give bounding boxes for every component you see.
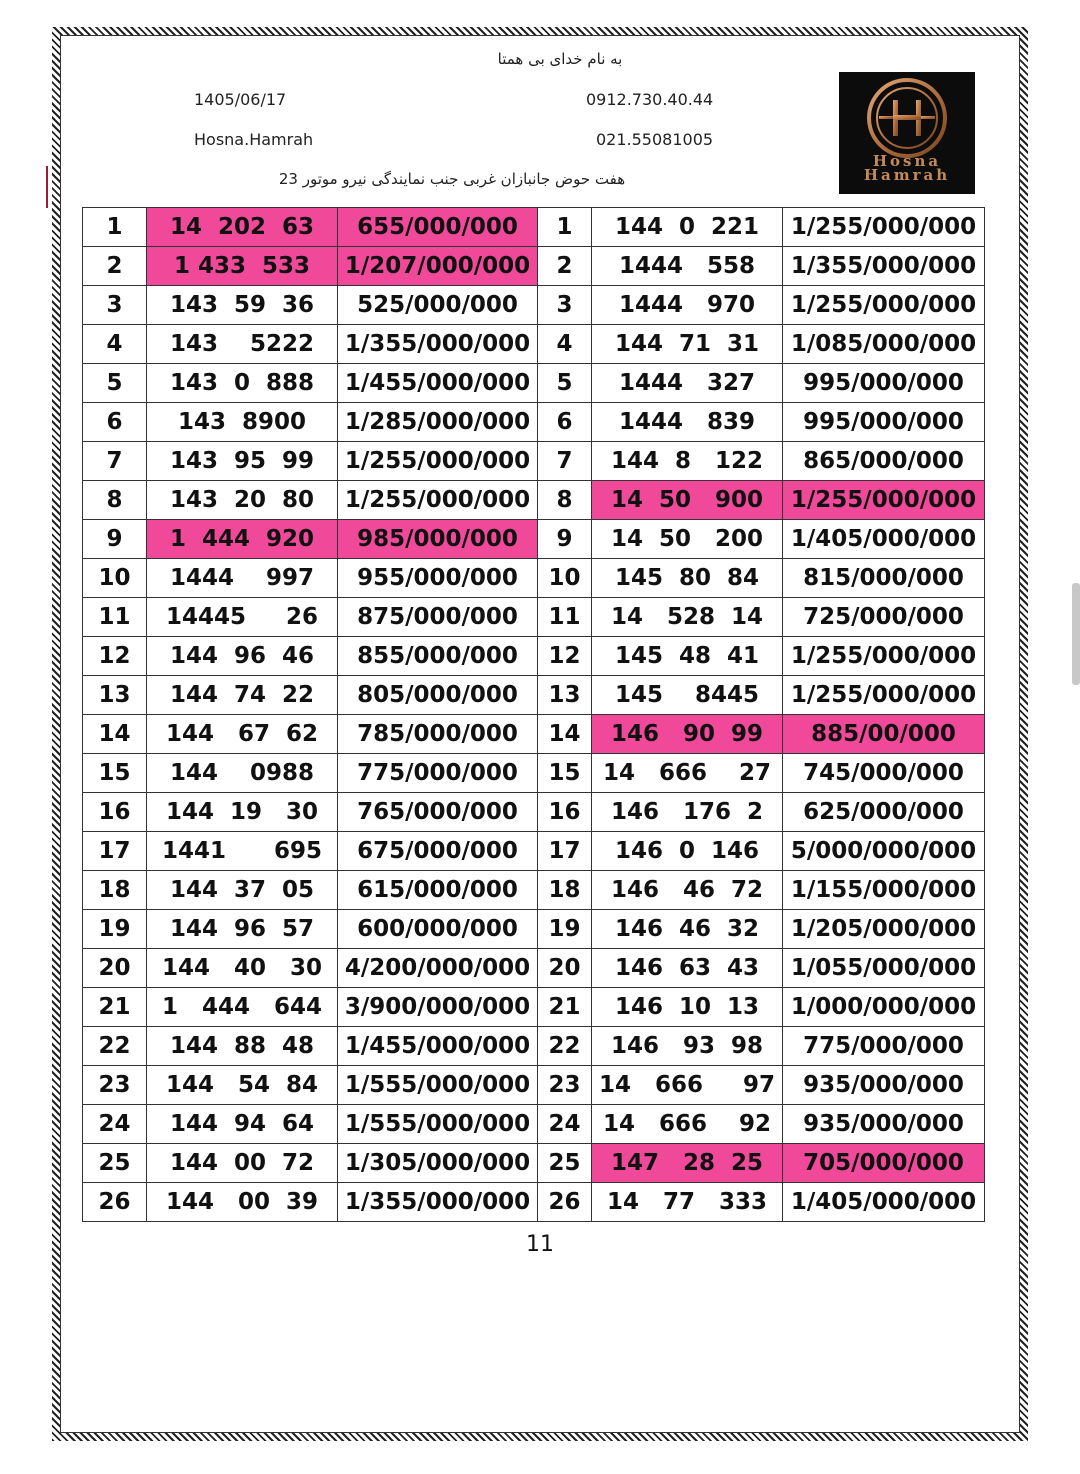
plate-number-right: 1444 558	[592, 247, 783, 286]
price-right: 995/000/000	[783, 364, 985, 403]
plate-number-left: 144 40 30	[147, 949, 338, 988]
plate-number-left: 144 54 84	[147, 1066, 338, 1105]
price-right: 935/000/000	[783, 1066, 985, 1105]
row-index-right: 9	[538, 520, 592, 559]
row-index-left: 21	[83, 988, 147, 1027]
plate-number-right: 146 63 43	[592, 949, 783, 988]
price-right: 1/255/000/000	[783, 286, 985, 325]
row-index-left: 26	[83, 1183, 147, 1222]
price-left: 3/900/000/000	[338, 988, 538, 1027]
table-row	[83, 793, 985, 832]
table-row	[83, 1027, 985, 1066]
table-row	[83, 1144, 985, 1183]
table-row	[83, 247, 985, 286]
row-index-left: 5	[83, 364, 147, 403]
plate-number-left: 144 94 64	[147, 1105, 338, 1144]
row-index-left: 25	[83, 1144, 147, 1183]
plate-number-left: 144 67 62	[147, 715, 338, 754]
row-index-left: 11	[83, 598, 147, 637]
row-index-right: 21	[538, 988, 592, 1027]
price-left: 1/455/000/000	[338, 364, 538, 403]
price-right: 815/000/000	[783, 559, 985, 598]
price-right: 1/085/000/000	[783, 325, 985, 364]
price-left: 875/000/000	[338, 598, 538, 637]
row-index-left: 2	[83, 247, 147, 286]
row-index-left: 16	[83, 793, 147, 832]
table-row	[83, 559, 985, 598]
price-left: 1/255/000/000	[338, 481, 538, 520]
plate-number-right: 146 176 2	[592, 793, 783, 832]
plate-number-right: 14 528 14	[592, 598, 783, 637]
table-row	[83, 325, 985, 364]
plate-number-right: 147 28 25	[592, 1144, 783, 1183]
row-index-left: 19	[83, 910, 147, 949]
table-row	[83, 208, 985, 247]
price-left: 855/000/000	[338, 637, 538, 676]
row-index-right: 11	[538, 598, 592, 637]
row-index-left: 3	[83, 286, 147, 325]
price-right: 625/000/000	[783, 793, 985, 832]
price-left: 765/000/000	[338, 793, 538, 832]
price-right: 1/000/000/000	[783, 988, 985, 1027]
row-index-left: 13	[83, 676, 147, 715]
landline-phone-number: 021.55081005	[596, 130, 714, 149]
row-index-right: 6	[538, 403, 592, 442]
price-right: 5/000/000/000	[783, 832, 985, 871]
price-left: 675/000/000	[338, 832, 538, 871]
price-left: 1/555/000/000	[338, 1105, 538, 1144]
plate-number-left: 1444 997	[147, 559, 338, 598]
plate-number-left: 144 74 22	[147, 676, 338, 715]
plate-number-left: 144 37 05	[147, 871, 338, 910]
row-index-left: 14	[83, 715, 147, 754]
row-index-left: 8	[83, 481, 147, 520]
table-row	[83, 754, 985, 793]
price-left: 1/355/000/000	[338, 325, 538, 364]
price-left: 985/000/000	[338, 520, 538, 559]
row-index-right: 18	[538, 871, 592, 910]
row-index-right: 22	[538, 1027, 592, 1066]
price-right: 705/000/000	[783, 1144, 985, 1183]
address-subtitle: هفت حوض جانبازان غربی جنب نمایندگی نیرو موتور 23	[278, 170, 626, 188]
scrollbar-thumb[interactable]	[1072, 583, 1080, 685]
plate-number-left: 143 59 36	[147, 286, 338, 325]
row-index-left: 10	[83, 559, 147, 598]
table-row	[83, 715, 985, 754]
row-index-right: 10	[538, 559, 592, 598]
price-left: 805/000/000	[338, 676, 538, 715]
price-right: 1/355/000/000	[783, 247, 985, 286]
price-left: 600/000/000	[338, 910, 538, 949]
price-right: 1/255/000/000	[783, 481, 985, 520]
row-index-left: 23	[83, 1066, 147, 1105]
plate-number-right: 144 71 31	[592, 325, 783, 364]
table-row	[83, 949, 985, 988]
plate-number-right: 146 90 99	[592, 715, 783, 754]
plate-number-right: 14 50 200	[592, 520, 783, 559]
mobile-phone-number: 0912.730.40.44	[586, 90, 714, 109]
row-index-left: 9	[83, 520, 147, 559]
price-left: 1/455/000/000	[338, 1027, 538, 1066]
price-right: 1/405/000/000	[783, 520, 985, 559]
plate-number-right: 1444 970	[592, 286, 783, 325]
plate-number-right: 14 666 27	[592, 754, 783, 793]
row-index-left: 17	[83, 832, 147, 871]
row-index-right: 4	[538, 325, 592, 364]
row-index-right: 1	[538, 208, 592, 247]
row-index-left: 12	[83, 637, 147, 676]
table-row	[83, 910, 985, 949]
plate-number-left: 143 20 80	[147, 481, 338, 520]
plate-number-right: 146 93 98	[592, 1027, 783, 1066]
plate-number-left: 14 202 63	[147, 208, 338, 247]
margin-mark	[46, 166, 48, 208]
plate-number-right: 1444 839	[592, 403, 783, 442]
price-right: 1/055/000/000	[783, 949, 985, 988]
price-right: 775/000/000	[783, 1027, 985, 1066]
table-row	[83, 520, 985, 559]
plate-number-left: 144 00 39	[147, 1183, 338, 1222]
plate-number-right: 145 80 84	[592, 559, 783, 598]
table-row	[83, 871, 985, 910]
plate-number-right: 146 0 146	[592, 832, 783, 871]
plate-number-left: 1 444 644	[147, 988, 338, 1027]
row-index-left: 24	[83, 1105, 147, 1144]
price-right: 1/155/000/000	[783, 871, 985, 910]
row-index-right: 24	[538, 1105, 592, 1144]
table-row	[83, 598, 985, 637]
price-right: 1/255/000/000	[783, 208, 985, 247]
price-left: 4/200/000/000	[338, 949, 538, 988]
price-left: 655/000/000	[338, 208, 538, 247]
row-index-left: 7	[83, 442, 147, 481]
row-index-right: 17	[538, 832, 592, 871]
price-left: 1/355/000/000	[338, 1183, 538, 1222]
table-row	[83, 442, 985, 481]
table-row	[83, 1183, 985, 1222]
row-index-right: 26	[538, 1183, 592, 1222]
plate-number-left: 144 19 30	[147, 793, 338, 832]
table-row	[83, 286, 985, 325]
row-index-right: 3	[538, 286, 592, 325]
price-right: 935/000/000	[783, 1105, 985, 1144]
table-row	[83, 1066, 985, 1105]
row-index-right: 15	[538, 754, 592, 793]
table-body	[83, 208, 985, 1222]
price-right: 1/205/000/000	[783, 910, 985, 949]
row-index-right: 5	[538, 364, 592, 403]
logo-text-line1: Hosna	[872, 152, 942, 170]
plate-number-left: 1 433 533	[147, 247, 338, 286]
plate-number-right: 14 50 900	[592, 481, 783, 520]
plate-number-right: 14 666 92	[592, 1105, 783, 1144]
row-index-left: 6	[83, 403, 147, 442]
plate-number-left: 1441 695	[147, 832, 338, 871]
price-left: 1/255/000/000	[338, 442, 538, 481]
table-row	[83, 364, 985, 403]
plate-number-left: 144 96 46	[147, 637, 338, 676]
price-right: 885/00/000	[783, 715, 985, 754]
table-row	[83, 988, 985, 1027]
price-left: 785/000/000	[338, 715, 538, 754]
brand-logo	[839, 72, 975, 194]
row-index-right: 14	[538, 715, 592, 754]
page-number: 11	[526, 1232, 554, 1257]
plate-number-left: 144 88 48	[147, 1027, 338, 1066]
row-index-left: 20	[83, 949, 147, 988]
plate-number-left: 143 95 99	[147, 442, 338, 481]
plate-number-right: 145 48 41	[592, 637, 783, 676]
price-left: 1/305/000/000	[338, 1144, 538, 1183]
plate-number-left: 143 0 888	[147, 364, 338, 403]
plate-number-right: 1444 327	[592, 364, 783, 403]
table-row	[83, 676, 985, 715]
price-left: 1/555/000/000	[338, 1066, 538, 1105]
price-right: 1/405/000/000	[783, 1183, 985, 1222]
plate-number-right: 145 8445	[592, 676, 783, 715]
plate-price-table	[82, 207, 985, 1222]
row-index-right: 2	[538, 247, 592, 286]
price-right: 725/000/000	[783, 598, 985, 637]
plate-number-right: 144 8 122	[592, 442, 783, 481]
table-row	[83, 1105, 985, 1144]
plate-number-right: 146 10 13	[592, 988, 783, 1027]
price-right: 865/000/000	[783, 442, 985, 481]
price-left: 1/285/000/000	[338, 403, 538, 442]
price-right: 745/000/000	[783, 754, 985, 793]
price-left: 615/000/000	[338, 871, 538, 910]
plate-number-left: 143 8900	[147, 403, 338, 442]
price-right: 1/255/000/000	[783, 676, 985, 715]
plate-number-right: 146 46 32	[592, 910, 783, 949]
plate-number-right: 14 77 333	[592, 1183, 783, 1222]
bismillah-heading: به نام خدای بی همتا	[497, 50, 623, 68]
row-index-right: 25	[538, 1144, 592, 1183]
row-index-left: 1	[83, 208, 147, 247]
price-right: 995/000/000	[783, 403, 985, 442]
plate-number-left: 1 444 920	[147, 520, 338, 559]
plate-number-right: 14 666 97	[592, 1066, 783, 1105]
plate-number-right: 144 0 221	[592, 208, 783, 247]
plate-number-left: 14445 26	[147, 598, 338, 637]
plate-number-right: 146 46 72	[592, 871, 783, 910]
table-row	[83, 403, 985, 442]
table-row	[83, 832, 985, 871]
row-index-right: 12	[538, 637, 592, 676]
row-index-left: 22	[83, 1027, 147, 1066]
price-left: 525/000/000	[338, 286, 538, 325]
row-index-left: 4	[83, 325, 147, 364]
row-index-right: 8	[538, 481, 592, 520]
row-index-right: 13	[538, 676, 592, 715]
price-left: 775/000/000	[338, 754, 538, 793]
price-right: 1/255/000/000	[783, 637, 985, 676]
row-index-right: 16	[538, 793, 592, 832]
row-index-right: 20	[538, 949, 592, 988]
document-date: 1405/06/17	[194, 90, 287, 109]
row-index-left: 15	[83, 754, 147, 793]
brand-name: Hosna.Hamrah	[194, 130, 314, 149]
price-left: 1/207/000/000	[338, 247, 538, 286]
table-row	[83, 481, 985, 520]
logo-text-line2: Hamrah	[863, 166, 951, 184]
price-left: 955/000/000	[338, 559, 538, 598]
plate-number-left: 143 5222	[147, 325, 338, 364]
row-index-right: 7	[538, 442, 592, 481]
row-index-left: 18	[83, 871, 147, 910]
plate-number-left: 144 96 57	[147, 910, 338, 949]
table-row	[83, 637, 985, 676]
row-index-right: 19	[538, 910, 592, 949]
plate-number-left: 144 00 72	[147, 1144, 338, 1183]
plate-number-left: 144 0988	[147, 754, 338, 793]
row-index-right: 23	[538, 1066, 592, 1105]
